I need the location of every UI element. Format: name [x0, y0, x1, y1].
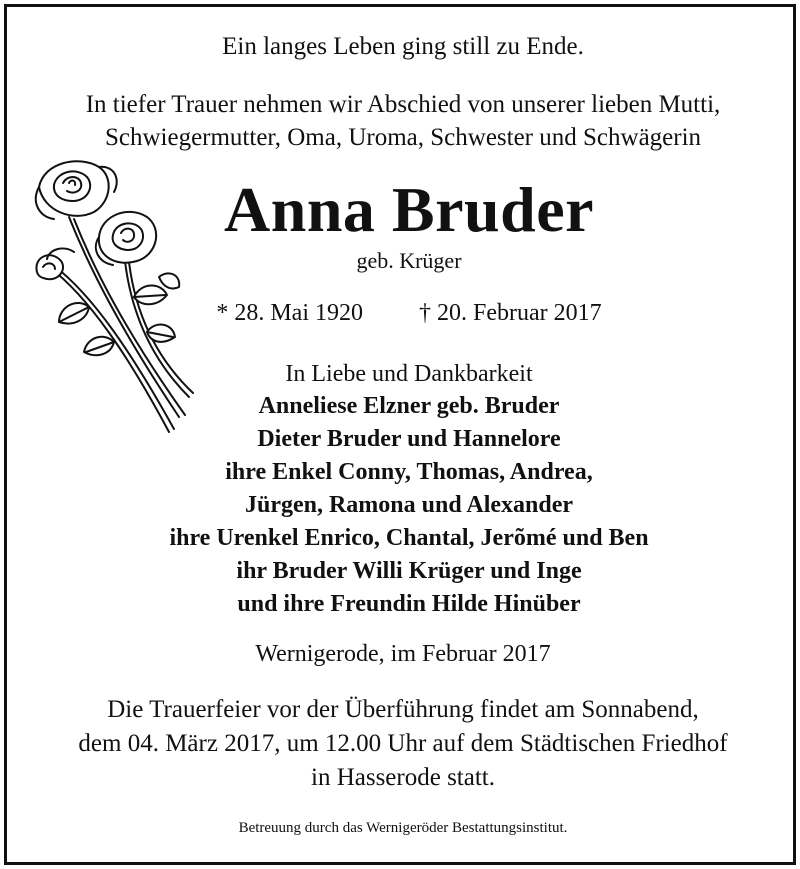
family-intro: In Liebe und Dankbarkeit	[285, 361, 533, 387]
family-line: Dieter Bruder und Hannelore	[257, 426, 561, 452]
place-date: Wernigerode, im Februar 2017	[255, 641, 551, 667]
mourning-line: In tiefer Trauer nehmen wir Abschied von unserer lieben Mutti,	[85, 91, 721, 118]
obituary-notice	[4, 4, 796, 865]
service-line: dem 04. März 2017, um 12.00 Uhr auf dem Städtischen Friedhof	[78, 730, 728, 757]
mourning-line: Schwiegermutter, Oma, Uroma, Schwester und Schwägerin	[104, 124, 702, 151]
family-line: ihr Bruder Willi Krüger und Inge	[236, 558, 582, 584]
family-line: Anneliese Elzner geb. Bruder	[258, 393, 560, 419]
birth-date: * 28. Mai 1920	[216, 300, 364, 326]
family-line: ihre Urenkel Enrico, Chantal, Jerõmé und Ben	[169, 525, 649, 551]
death-date: † 20. Februar 2017	[419, 300, 602, 326]
birth-name: geb. Krüger	[356, 248, 462, 273]
deceased-name: Anna Bruder	[224, 174, 594, 245]
family-line: Jürgen, Ramona und Alexander	[244, 492, 574, 518]
intro-line: Ein langes Leben ging still zu Ende.	[222, 33, 584, 60]
service-line: in Hasserode statt.	[311, 764, 495, 791]
footer-note: Betreuung durch das Wernigeröder Bestattungsinstitut.	[238, 820, 568, 836]
family-line: und ihre Freundin Hilde Hinüber	[237, 591, 581, 617]
family-line: ihre Enkel Conny, Thomas, Andrea,	[225, 459, 593, 485]
service-line: Die Trauerfeier vor der Überführung findet am Sonnabend,	[107, 696, 699, 723]
life-dates	[13, 300, 800, 327]
